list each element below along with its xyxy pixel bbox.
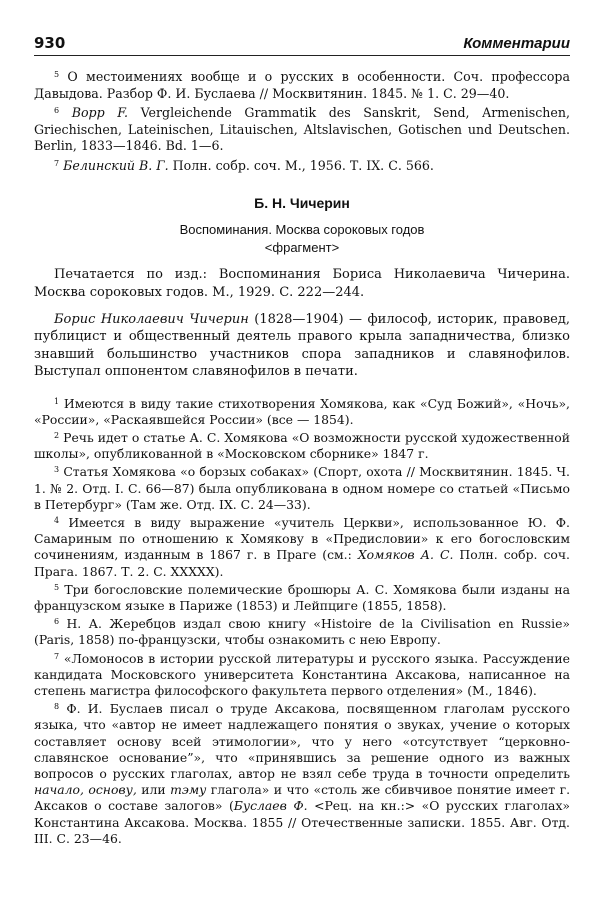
footnote: $^1$ Имеются в виду такие стихотворения Хомякова, как «Суд Божий», «Ночь», «России», «Раскаявшейся России» (все — 1854). (34, 395, 570, 427)
source-note: Печатается по изд.: Воспоминания Бориса Николаевича Чичерина. Москва сороковых годов. М., 1929. С. 222—244. (34, 266, 570, 300)
footnote: $^3$ Статья Хомякова «о борзых собаках» (Спорт, охота // Москвитянин. 1845. Ч. 1. № 2. Отд. I. С. 66—87) была опубликована в одном номере со статьей «Письмо в Петербург» (Там же. Отд. IX. С. 24—33). (34, 464, 570, 512)
author-bio: Борис Николаевич Чичерин (1828—1904) — философ, историк, правовед, публицист и общественный деятель правого крыла западничества, близко знавший большинство участников спора западников и славянофилов. Выступал оппонентом славянофилов в печати. (34, 311, 571, 380)
footnote: $^4$ Имеется в виду выражение «учитель Церкви», использованное Ю. Ф. Самариным по отношению к Хомякову в «Предисловии» к его богословским сочинениям, изданным в 1867 г. в Праге (см.: Хомяков А. С. Полн. собр. соч. Прага. 1867. Т. 2. С. XXXXX). (34, 514, 570, 579)
footnote: $^5$ О местоимениях вообще и о русских в особенности. Соч. профессора Давыдова. Разбор Ф. И. Буслаева // Москвитянин. 1845. № 1. С. 29—40. (34, 69, 570, 101)
page (34, 34, 570, 849)
footnote: $^5$ Три богословские полемические брошюры А. С. Хомякова были изданы на французском языке в Париже (1853) и Лейпциге (1855, 1858). (34, 581, 570, 613)
page-number: 930 (34, 34, 66, 52)
chapter-footnotes (34, 396, 570, 847)
chapter-author: Б. Н. Чичерин (254, 194, 350, 211)
footnote: $^6$ Н. А. Жеребцов издал свою книгу «Histoire de la Civilisation en Russie» (Paris, 1858) по-французски, чтобы ознакомить с нею Европу. (34, 616, 570, 648)
footnote: $^7$ Белинский В. Г. Полн. собр. соч. М., 1956. Т. IX. С. 566. (54, 157, 434, 173)
footnote: $^6$ Bopp F. Vergleichende Grammatik des Sanskrit, Send, Armenischen, Griechischen, Lateinischen, Litauischen, Altslavischen, Gotischen und Deutschen. Berlin, 1833—1846. Bd. 1—6. (34, 105, 570, 154)
footnote: $^7$ «Ломоносов в истории русской литературы и русского языка. Рассуждение кандидата Московского университета Константина Аксакова, написанное на степень магистра философского факультета первого отделения» (М., 1846). (34, 650, 570, 699)
top-footnotes (34, 69, 570, 175)
footnote: $^8$ Ф. И. Буслаев писал о труде Аксакова, посвященном глаголам русского языка, что «автор не имеет надлежащего понятия о звуках, учение о которых составляет основу всей этимологии», что у него «отсутствует “церковно-славянское основание”», что «принявшись за решение одного из важных вопросов о русских глаголах, автор не взял себе труда в точности определить начало, основу, или тэму глагола» и что «столь же сбивчивое понятие имеет г. Аксаков о составе залогов» (Буслаев Ф. <Рец. на кн.:> «О русских глаголах» Константина Аксакова. Москва. 1855 // Отечественные записки. 1855. Авг. Отд. III. С. 23—46. (34, 701, 571, 846)
footnote: $^2$ Речь идет о статье А. С. Хомякова «О возможности русской художественной школы», опубликованной в «Московском сборнике» 1847 г. (34, 429, 570, 462)
chapter-subtitle: Воспоминания. Москва сороковых годов <фрагмент> (179, 221, 425, 255)
section-title: Комментарии (463, 35, 570, 52)
running-header (34, 34, 570, 56)
